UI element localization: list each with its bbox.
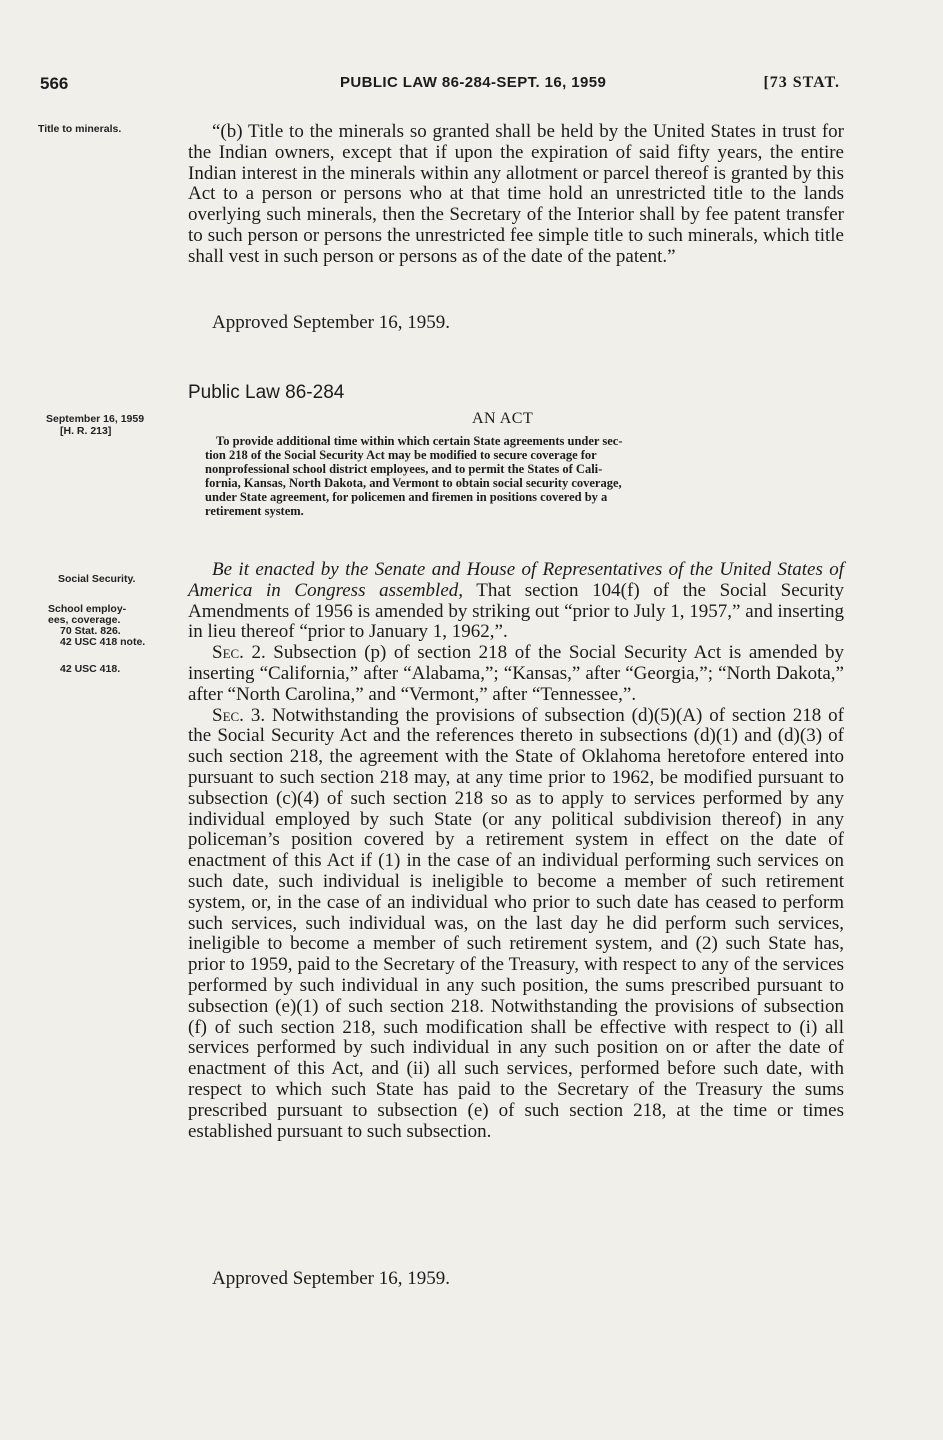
purpose-line: under State agreement, for policemen and firemen in positions covered by a	[205, 490, 608, 504]
margin-note-social-security: Social Security.	[58, 573, 136, 585]
approved-line-1: Approved September 16, 1959.	[212, 312, 450, 333]
enacting-clause	[188, 560, 844, 643]
margin-note-school-line2: ees, coverage.	[48, 614, 121, 626]
margin-note-date: September 16, 1959	[46, 413, 145, 425]
margin-note-usc: 42 USC 418.	[60, 663, 121, 675]
act-purpose	[188, 434, 844, 518]
enacting-formula: Be it enacted by the Senate and House of Representatives of the United States of America in Congress assembled,	[188, 559, 844, 601]
running-title: PUBLIC LAW 86-284-SEPT. 16, 1959	[340, 74, 607, 91]
margin-note-bill: [H. R. 213]	[60, 425, 112, 437]
paragraph-b: “(b) Title to the minerals so granted shall be held by the United States in trust for the Indian owners, except that if upon the expiration of said fifty years, the entire Indian interest in the minerals within any allotment or parcel thereof is granted by this Act to a person or persons who at that time hold an unrestricted title to the lands overlying such minerals, then the Secretary of the Interior shall by fee patent transfer to such person or persons the unrestricted fee simple title to such minerals, which title shall vest in such person or persons as of the date of the patent.”	[188, 121, 844, 267]
page-number: 566	[40, 74, 69, 93]
approved-line-2: Approved September 16, 1959.	[212, 1268, 450, 1289]
purpose-line: To provide additional time within which certain State agreements under sec-	[216, 434, 623, 448]
margin-note-stat-ref: 70 Stat. 826.	[60, 625, 121, 637]
section-3-label: Sec. 3.	[212, 704, 266, 726]
section-1-text: That section 104(f) of the Social Security Amendments of 1956 is amended by striking out “prior to July 1, 1957,” and inserting in lieu thereof “prior to January 1, 1962,”.	[188, 579, 845, 643]
margin-note-title-to-minerals: Title to minerals.	[38, 123, 122, 135]
purpose-line: fornia, Kansas, North Dakota, and Vermont to obtain social security coverage,	[205, 476, 622, 490]
an-act-heading: AN ACT	[472, 410, 534, 427]
section-2-label: Sec. 2.	[212, 642, 266, 664]
section-3-text: Notwithstanding the provisions of subsection (d)(5)(A) of section 218 of the Social Security Act and the references thereto in subsections (d)(1) and (d)(3) of such section 218, the agreement with the State of Oklahoma heretofore entered into pursuant to such section 218 may, at any time prior to 1962, be modified pursuant to subsection (c)(4) of such section 218 so as to apply to services performed by any individual employed by such State (or any political subdivision thereof) in any policeman’s position covered by a retirement system in effect on the date of enactment of this Act if (1) in the case of an individual performing such services on such date, such individual is ineligible to become a member of such retirement system, or, in the case of an individual who prior to such date has ceased to perform such services, such individual was, on the last day he did perform such services, ineligible to become a member of such retirement system, and (2) such State has, prior to 1959, paid to the Secretary of the Treasury, with respect to any of the services performed by such individual in any such position, the sums prescribed pursuant to subsection (e)(1) of such section 218. Notwithstanding the provisions of subsection (f) of such section 218, such modification shall be effective with respect to (i) all services performed by such individual in any such position on or after the date of enactment of this Act, and (ii) all such services, performed before such date, with respect to which such State has paid to the Secretary of the Treasury the sums prescribed pursuant to subsection (e) of such section 218, at the time or times established pursuant to such subsection.	[188, 704, 844, 1142]
act-body	[188, 560, 844, 1142]
margin-note-usc-note: 42 USC 418 note.	[60, 636, 146, 648]
purpose-line: tion 218 of the Social Security Act may be modified to secure coverage for	[205, 448, 597, 462]
page-header	[40, 74, 840, 98]
section-2-text: Subsection (p) of section 218 of the Social Security Act is amended by inserting “California,” after “Alabama,”; “Kansas,” after “Georgia,”; “North Dakota,” after “North Carolina,” and “Vermont,” after “Tennessee,”.	[188, 642, 844, 705]
purpose-line: nonprofessional school district employees, and to permit the States of Cali-	[205, 462, 603, 476]
prior-section	[188, 122, 844, 268]
statute-volume: [73 STAT.	[763, 74, 840, 91]
margin-note-school-line1: School employ-	[48, 603, 127, 615]
public-law-title: Public Law 86-284	[188, 382, 345, 403]
purpose-line: retirement system.	[205, 504, 304, 518]
section-2	[188, 643, 844, 705]
section-3	[188, 706, 844, 1143]
